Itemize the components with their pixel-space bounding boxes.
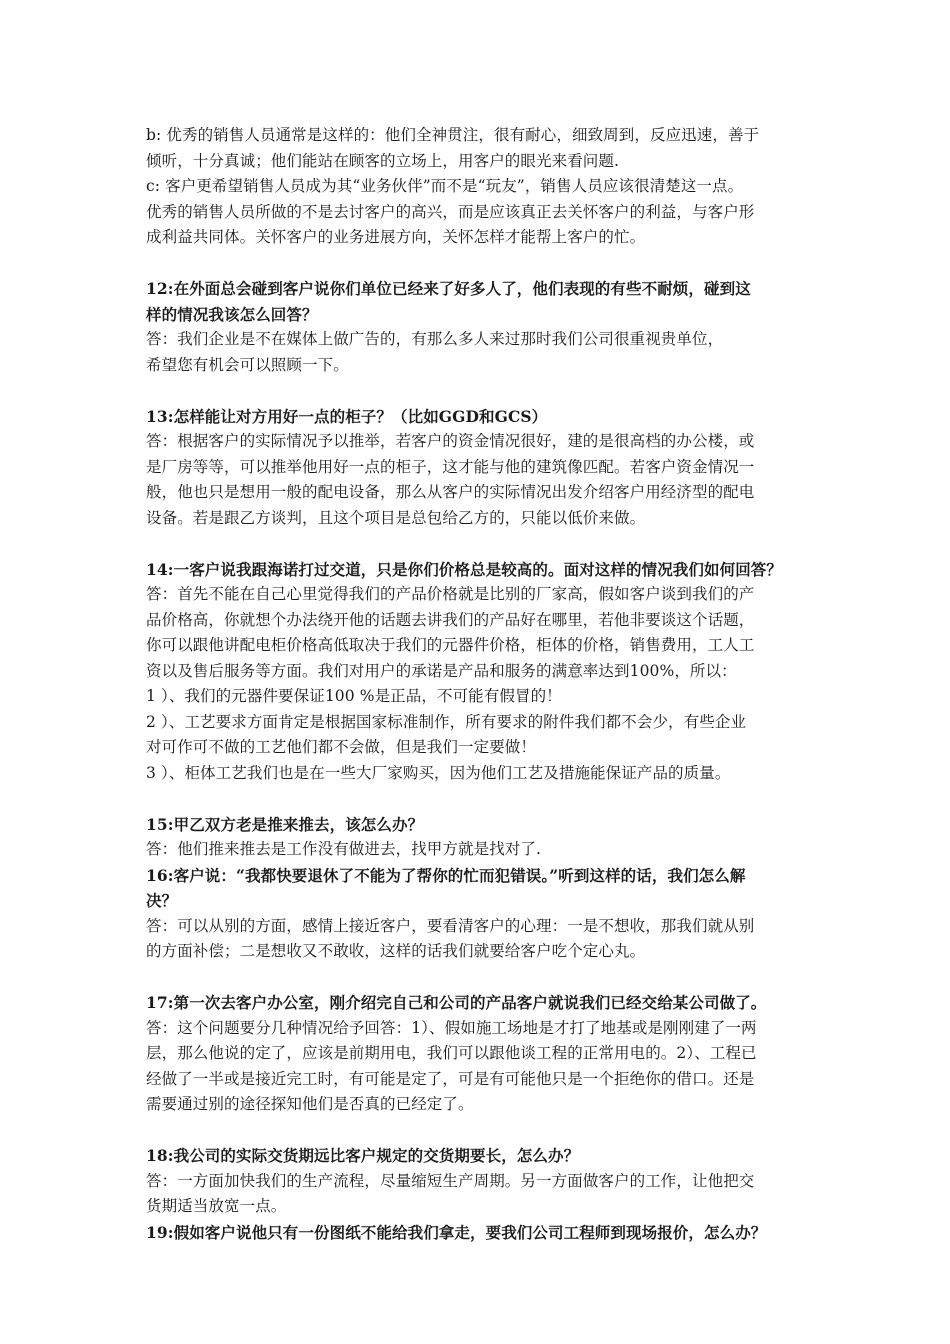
question-line: 13:怎样能让对方用好一点的柜子？（比如GGD和GCS） xyxy=(146,406,548,426)
text-line: 资以及售后服务等方面。我们对用户的承诺是产品和服务的满意率达到100%，所以： xyxy=(146,661,737,680)
question-line: 16:客户说：“我都快要退休了不能为了帮你的忙而犯错误。”听到这样的话，我们怎么解 xyxy=(146,865,746,885)
question-line: 样的情况我该怎么回答？ xyxy=(146,304,318,324)
text-line: 层，那么他说的定了，应该是前期用电，我们可以跟他谈工程的正常用电的。2）、工程已 xyxy=(146,1044,757,1062)
question-line: 19:假如客户说他只有一份图纸不能给我们拿走，要我们公司工程师到现场报价，怎么办？ xyxy=(146,1222,767,1242)
paragraph-gap xyxy=(146,1118,836,1144)
paragraph-gap xyxy=(146,786,836,812)
text-line: 对可作可不做的工艺他们都不会做，但是我们一定要做！ xyxy=(146,738,537,756)
paragraph-gap xyxy=(146,378,836,404)
question-line: 18:我公司的实际交货期远比客户规定的交货期要长，怎么办？ xyxy=(146,1146,580,1165)
text-line: 设备。若是跟乙方谈判，且这个项目是总包给乙方的，只能以低价来做。 xyxy=(146,508,646,527)
text-line: 需要通过别的途径探知他们是否真的已经定了。 xyxy=(146,1095,474,1113)
text-line: c: 客户更希望销售人员成为其“业务伙伴”而不是“玩友”，销售人员应该很清楚这一点。 xyxy=(146,177,744,195)
text-line: 答：这个问题要分几种情况给予回答：1）、假如施工场地是才打了地基或是刚刚建了一两 xyxy=(146,1018,757,1037)
text-line: 答：根据客户的实际情况予以推举，若客户的资金情况很好，建的是很高档的办公楼，或 xyxy=(146,432,755,450)
text-line: 货期适当放宽一点。 xyxy=(146,1197,287,1215)
text-line: 倾听，十分真诚；他们能站在顾客的立场上，用客户的眼光来看问题. xyxy=(146,151,620,170)
document-body xyxy=(146,123,836,1245)
text-line: b: 优秀的销售人员通常是这样的：他们全神贯注，很有耐心，细致周到，反应迅速，善于 xyxy=(146,126,760,144)
text-line: 优秀的销售人员所做的不是去讨客户的高兴，而是应该真正去关怀客户的利益，与客户形 xyxy=(146,202,755,221)
text-line: 经做了一半或是接近完工时，有可能是定了，可是有可能他只是一个拒绝你的借口。还是 xyxy=(146,1069,755,1088)
text-line: 品价格高，你就想个办法绕开他的话题去讲我们的产品好在哪里，若他非要谈这个话题， xyxy=(146,610,755,629)
question-line: 17:第一次去客户办公室，刚介绍完自己和公司的产品客户就说我们已经交给某公司做了。 xyxy=(146,993,767,1012)
text-line: 是厂房等等，可以推举他用好一点的柜子，这才能与他的建筑像匹配。若客户资金情况一 xyxy=(146,457,755,476)
text-line: 1 ）、我们的元器件要保证100 %是正品，不可能有假冒的！ xyxy=(146,687,562,705)
text-line: 希望您有机会可以照顾一下。 xyxy=(146,355,349,374)
text-line: 你可以跟他讲配电柜价格高低取决于我们的元器件价格，柜体的价格，销售费用，工人工 xyxy=(146,636,755,654)
paragraph-gap xyxy=(146,251,836,277)
paragraph-gap xyxy=(146,531,836,557)
question-line: 15:甲乙双方老是推来推去，该怎么办？ xyxy=(146,814,424,834)
text-line: 的方面补偿；二是想收又不敢收，这样的话我们就要给客户吃个定心丸。 xyxy=(146,942,646,960)
question-line: 12:在外面总会碰到客户说你们单位已经来了好多人了，他们表现的有些不耐烦，碰到这 xyxy=(146,279,751,298)
text-line: 3 ）、柜体工艺我们也是在一些大厂家购买，因为他们工艺及措施能保证产品的质量。 xyxy=(146,763,731,782)
text-line: 成利益共同体。关怀客户的业务进展方向，关怀怎样才能帮上客户的忙。 xyxy=(146,228,646,246)
question-line: 14:一客户说我跟海诺打过交道，只是你们价格总是较高的。面对这样的情况我们如何回答？ xyxy=(146,559,782,579)
text-line: 2 ）、工艺要求方面肯定是根据国家标准制作，所有要求的附件我们都不会少，有些企业 xyxy=(146,712,747,731)
text-line: 般，他也只是想用一般的配电设备，那么从客户的实际情况出发介绍客户用经济型的配电 xyxy=(146,483,755,501)
text-line: 答：我们企业是不在媒体上做广告的，有那么多人来过那时我们公司很重视贵单位， xyxy=(146,330,724,348)
text-line: 答：他们推来推去是工作没有做进去，找甲方就是找对了. xyxy=(146,840,542,858)
paragraph-gap xyxy=(146,965,836,991)
text-line: 答：一方面加快我们的生产流程，尽量缩短生产周期。另一方面做客户的工作，让他把交 xyxy=(146,1171,755,1190)
text-line: 答：可以从别的方面，感情上接近客户，要看清客户的心理：一是不想收，那我们就从别 xyxy=(146,916,755,935)
text-line: 答：首先不能在自己心里觉得我们的产品价格就是比别的厂家高，假如客户谈到我们的产 xyxy=(146,585,755,603)
question-line: 决？ xyxy=(146,891,178,910)
